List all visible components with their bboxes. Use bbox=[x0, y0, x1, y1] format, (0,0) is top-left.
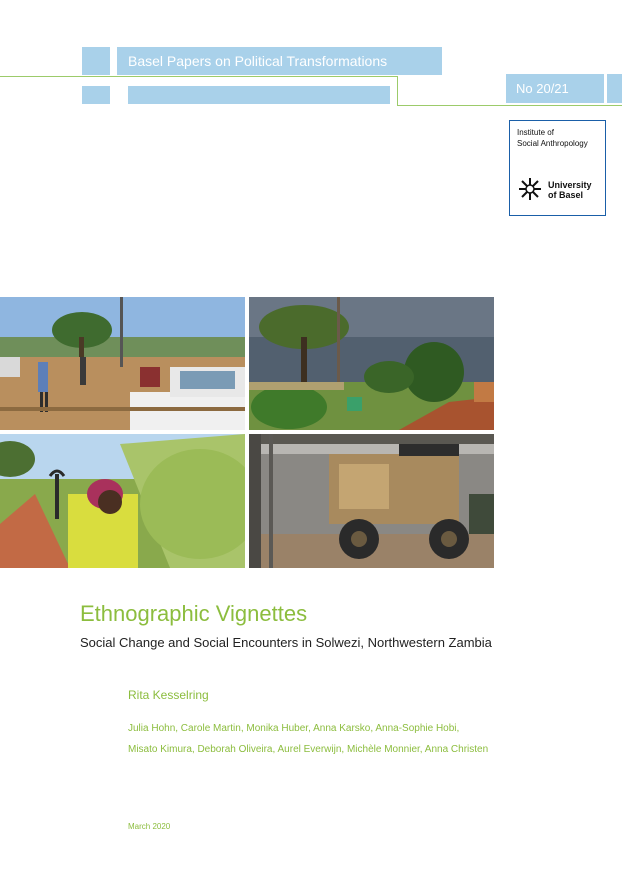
photo-tree-landscape bbox=[249, 297, 494, 430]
town-street-icon bbox=[0, 297, 245, 430]
banner-block-sub bbox=[128, 86, 390, 104]
tree-landscape-icon bbox=[249, 297, 494, 430]
university-line-2: of Basel bbox=[548, 190, 584, 200]
series-title: Basel Papers on Political Transformations bbox=[117, 47, 442, 75]
photo-woman-path bbox=[0, 434, 245, 568]
contributors-line-2: Misato Kimura, Deborah Oliveira, Aurel Everwijn, Michèle Monnier, Anna Christen bbox=[128, 744, 489, 755]
mining-truck-icon bbox=[249, 434, 494, 568]
institute-logo bbox=[509, 120, 606, 216]
divider-line bbox=[397, 105, 622, 106]
banner-block-right bbox=[607, 74, 622, 103]
university-basel-icon bbox=[517, 176, 543, 202]
publication-date: March 2020 bbox=[128, 822, 171, 831]
university-line-1: University bbox=[548, 180, 592, 190]
woman-path-icon bbox=[0, 434, 245, 568]
photo-mining-truck bbox=[249, 434, 494, 568]
divider-line bbox=[0, 76, 397, 77]
author-name: Rita Kesselring bbox=[128, 688, 209, 702]
institute-line-1: Institute of bbox=[517, 128, 554, 137]
page-title: Ethnographic Vignettes bbox=[80, 601, 308, 626]
contributors-line-1: Julia Hohn, Carole Martin, Monika Huber, Anna Karsko, Anna-Sophie Hobi, bbox=[128, 723, 460, 734]
banner-block-small bbox=[82, 86, 110, 104]
divider-line bbox=[397, 76, 398, 106]
institute-line-2: Social Anthropology bbox=[517, 139, 588, 148]
series-number: No 20/21 bbox=[506, 74, 604, 103]
institute-name bbox=[517, 127, 602, 149]
page-subtitle: Social Change and Social Encounters in Solwezi, Northwestern Zambia bbox=[80, 635, 492, 650]
banner-block-left bbox=[82, 47, 110, 75]
photo-town-street bbox=[0, 297, 245, 430]
university-name bbox=[548, 180, 592, 200]
